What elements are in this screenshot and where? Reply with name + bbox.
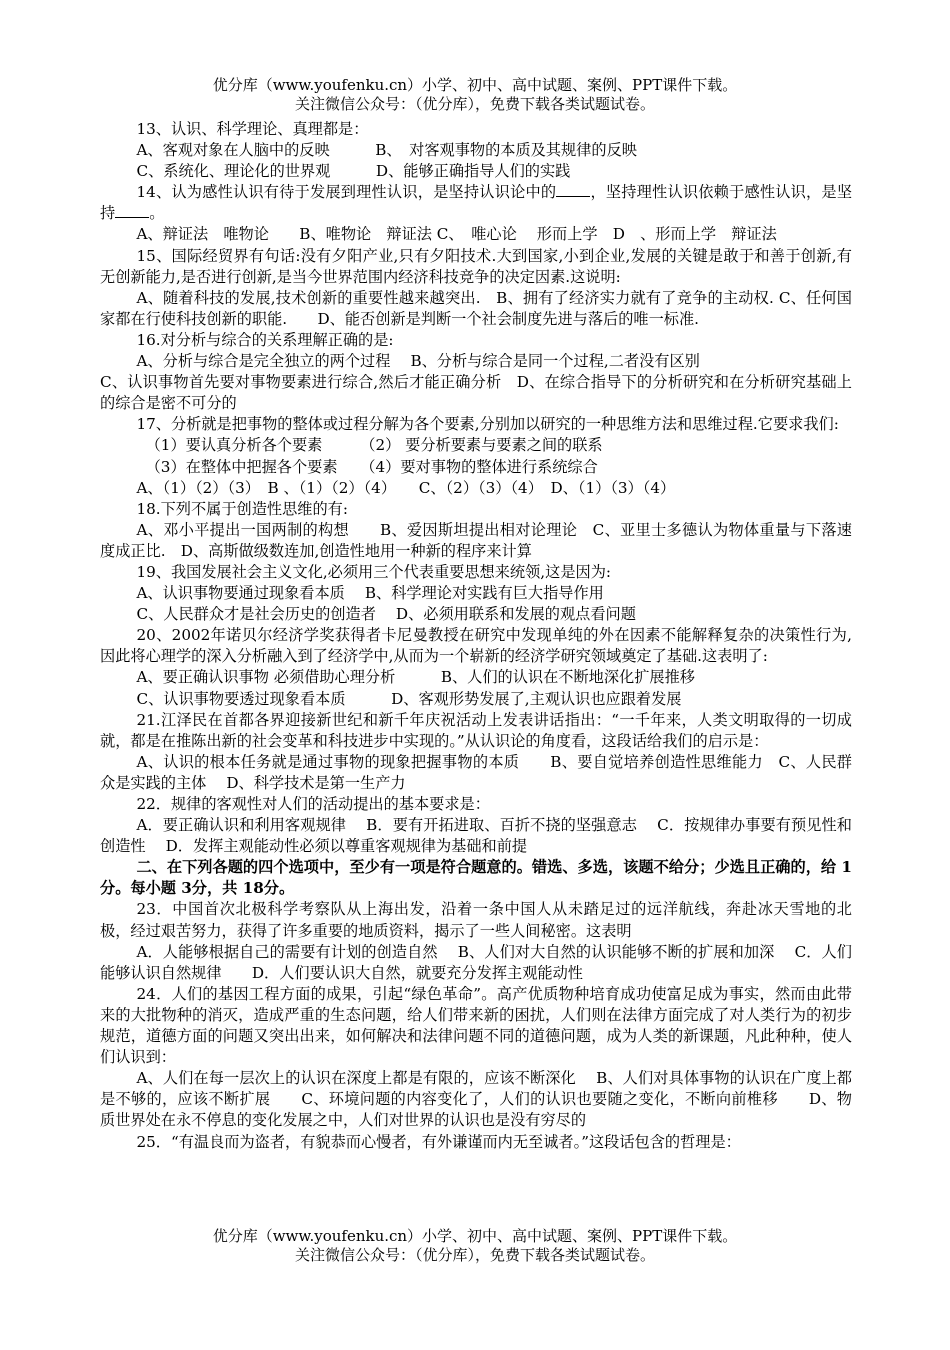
q14-options: A、辩证法 唯物论 B、唯物论 辩证法 C、 唯心论 形而上学 D 、形而上学 辩证法 [136,225,777,244]
q17-stem: 17、分析就是把事物的整体或过程分解为各个要素,分别加以研究的一种思维方法和思维过程.它要求我们: [136,415,839,434]
q13-options-cd: C、系统化、理论化的世界观 D、能够正确指导人们的实践 [136,162,571,181]
q21-options: A、认识的根本任务就是通过事物的现象把握事物的本质 B、要自觉培养创造性思维能力 C、人民群众是实践的主体 D、科学技术是第一生产力 [100,752,852,792]
page-footer [0,1227,950,1265]
q17-options: A、（1）（2）（3） B 、（1）（2）（4） C、（2）（3）（4） D、（1）（3）（4） [136,478,676,497]
q16-stem: 16.对分析与综合的关系理解正确的是: [136,330,394,349]
q19-stem: 19、我国发展社会主义文化,必须用三个代表重要思想来统领,这是因为: [136,562,612,581]
section-2-title: 二、在下列各题的四个选项中，至少有一项是符合题意的。错选、多选，该题不给分；少选且正确的，给 1分。每小题 3分，共 18分。 [100,858,852,898]
q22-options: A．要正确认识和利用客观规律 B．要有开拓进取、百折不挠的坚强意志 C．按规律办事要有预见性和创造性 D．发挥主观能动性必须以尊重客观规律为基础和前提 [100,816,852,856]
q25-stem: 25．“有温良而为盗者，有貌恭而心慢者，有外谦谨而内无至诚者。”这段话包含的哲理是： [136,1132,741,1151]
q14-stem [100,182,852,224]
q14-stem-part-c: 。 [149,204,165,223]
header-line-2: 关注微信公众号：（优分库），免费下载各类试题试卷。 [294,95,655,113]
q14-stem-part-a: 14、认为感性认识有待于发展到理性认识，是坚持认识论中的 [136,183,557,202]
q20-options-ab: A、要正确认识事物 必须借助心理分析 B、人们的认识在不断地深化扩展推移 [136,668,695,687]
q24-options: A、人们在每一层次上的认识在深度上都是有限的，应该不断深化 B、人们对具体事物的认识在广度上都是不够的，应该不断扩展 C、环境问题的内容变化了，人们的认识也要随之变化，不断向前椎移 D、物质世界处在永不停息的变化发展之中，人们对世界的认识也是没有穷尽的 [100,1069,852,1130]
q18-stem: 18.下列不属于创造性思维的有: [136,499,348,518]
q16-options-ab: A、分析与综合是完全独立的两个过程 B、分析与综合是同一个过程,二者没有区别 [136,352,700,371]
q14-stem-part-b: ，坚持理性认识依赖于感性认识，是坚持 [100,183,853,223]
q13-options-ab: A、客观对象在人脑中的反映 B、 对客观事物的本质及其规律的反映 [136,141,637,160]
q16-options-cd: C、认识事物首先要对事物要素进行综合,然后才能正确分析 D、在综合指导下的分析研究和在分析研究基础上的综合是密不可分的 [100,373,852,413]
q22-stem: 22．规律的客观性对人们的活动提出的基本要求是： [136,795,490,813]
q19-options-ab: A、认识事物要通过现象看本质 B、科学理论对实践有巨大指导作用 [136,584,604,603]
q24-stem: 24．人们的基因工程方面的成果，引起“绿色革命”。高产优质物种培育成功使富足成为事实，然而由此带来的大批物种的消灭，造成严重的生态问题，给人们带来新的困扰，人们则在法律方面完成了对人类行为的初步规范，道德方面的问题又突出出来，如何解决和法律问题不同的道德问题，成为人类的新课题，凡此种种，使人们认识到： [100,984,852,1067]
answer-blank [556,182,590,197]
header-line-1: 优分库（www.youfenku.cn）小学、初中、高中试题、案例、PPT课件下载。 [212,76,738,94]
answer-blank [115,203,149,218]
question-body [100,119,852,1153]
q17-items-1-2: （1）要认真分析各个要素 （2） 要分析要素与要素之间的联系 [145,436,603,455]
q19-options-cd: C、人民群众才是社会历史的创造者 D、必须用联系和发展的观点看问题 [136,605,636,624]
q20-stem: 20、2002年诺贝尔经济学奖获得者卡尼曼教授在研究中发现单纯的外在因素不能解释复杂的决策性行为,因此将心理学的深入分析融入到了经济学中,从而为一个崭新的经济学研究领域奠定了基础.这表明了: [100,626,852,666]
q20-options-cd: C、认识事物要透过现象看本质 D、客观形势发展了,主观认识也应跟着发展 [136,689,682,708]
q15-stem: 15、国际经贸界有句话:没有夕阳产业,只有夕阳技术.大到国家,小到企业,发展的关键是敢于和善于创新,有无创新能力,是否进行创新,是当今世界范围内经济科技竞争的决定因素.这说明: [100,246,852,286]
q23-options: A．人能够根据自己的需要有计划的创造自然 B、人们对大自然的认识能够不断的扩展和加深 C．人们能够认识自然规律 D．人们要认识大自然，就要充分发挥主观能动性 [100,942,852,982]
q23-stem: 23．中国首次北极科学考察队从上海出发，沿着一条中国人从未踏足过的远洋航线，奔赴冰天雪地的北极，经过艰苦努力，获得了许多重要的地质资料，揭示了一些人间秘密。这表明 [100,900,852,940]
q15-options: A、随着科技的发展,技术创新的重要性越来越突出. B、拥有了经济实力就有了竞争的主动权. C、任何国家都在行使科技创新的职能. D、能否创新是判断一个社会制度先进与落后的唯一标准. [100,288,852,328]
q18-options: A、邓小平提出一国两制的构想 B、爱因斯坦提出相对论理论 C、亚里士多德认为物体重量与下落速度成正比. D、高斯做级数连加,创造性地用一种新的程序来计算 [100,520,852,560]
footer-line-2: 关注微信公众号：（优分库），免费下载各类试题试卷。 [294,1246,655,1264]
q13-stem: 13、认识、科学理论、真理都是： [136,120,369,138]
q17-items-3-4: （3）在整体中把握各个要素 （4）要对事物的整体进行系统综合 [145,457,598,476]
page-header [0,76,950,114]
q21-stem: 21.江泽民在首都各界迎接新世纪和新千年庆祝活动上发表讲话指出：“一千年来，人类文明取得的一切成就，都是在推陈出新的社会变革和科技进步中实现的。”从认识论的角度看，这段话给我们的启示是： [100,710,852,750]
footer-line-1: 优分库（www.youfenku.cn）小学、初中、高中试题、案例、PPT课件下载。 [212,1227,738,1245]
